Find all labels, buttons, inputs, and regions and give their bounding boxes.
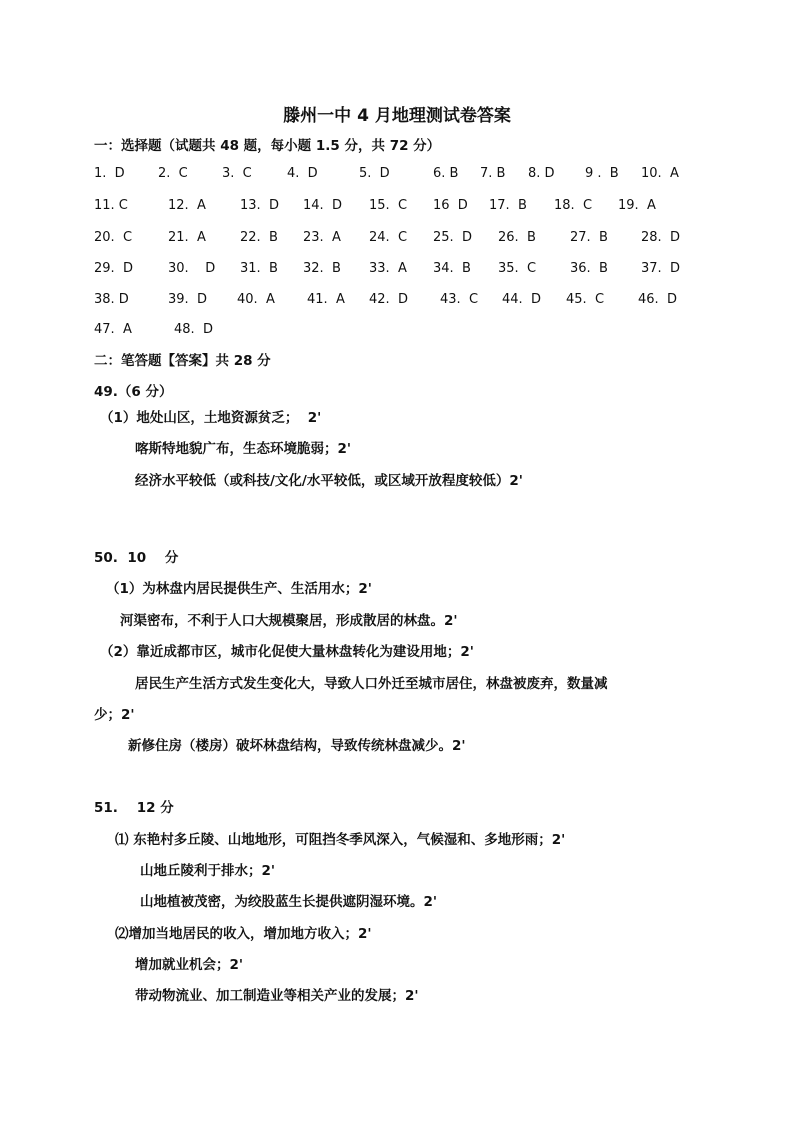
mcq-answer: 41. A: [307, 292, 345, 307]
mcq-answer: 4. D: [287, 166, 318, 181]
answer-line: 带动物流业、加工制造业等相关产业的发展；2': [135, 988, 419, 1004]
mcq-answer: 38. D: [94, 292, 129, 307]
mcq-answer: 15. C: [369, 198, 408, 213]
mcq-answer: 36. B: [570, 261, 608, 276]
q50-heading: 50. 10 分: [94, 550, 179, 566]
mcq-answer: 33. A: [369, 261, 407, 276]
mcq-answer: 39. D: [168, 292, 207, 307]
mcq-answer: 16 D: [433, 198, 468, 213]
mcq-answer: 30. D: [168, 261, 216, 276]
mcq-answer: 2. C: [158, 166, 188, 181]
mcq-answer: 23. A: [303, 230, 341, 245]
q49-heading: 49.（6 分）: [94, 384, 173, 400]
mcq-answer: 7. B: [480, 166, 506, 181]
mcq-answer: 12. A: [168, 198, 206, 213]
mcq-answer: 29. D: [94, 261, 133, 276]
mcq-answer: 25. D: [433, 230, 472, 245]
answer-line: 增加就业机会；2': [135, 957, 244, 973]
mcq-answer: 10. A: [641, 166, 679, 181]
mcq-answer: 6. B: [433, 166, 459, 181]
mcq-answer: 45. C: [566, 292, 605, 307]
mcq-answer: 8. D: [528, 166, 555, 181]
mcq-answer: 27. B: [570, 230, 608, 245]
answer-line: ⑵增加当地居民的收入，增加地方收入；2': [115, 926, 372, 942]
mcq-answer: 18. C: [554, 198, 593, 213]
mcq-answer: 44. D: [502, 292, 541, 307]
answer-line: 山地植被茂密，为绞股蓝生长提供遮阴湿环境。2': [140, 894, 438, 910]
mcq-answer: 46. D: [638, 292, 677, 307]
answer-line: 喀斯特地貌广布，生态环境脆弱；2': [135, 441, 352, 457]
mcq-answer: 20. C: [94, 230, 133, 245]
mcq-answer: 42. D: [369, 292, 408, 307]
mcq-answer: 11. C: [94, 198, 128, 213]
mcq-answer: 24. C: [369, 230, 408, 245]
answer-line: 经济水平较低（或科技/文化/水平较低，或区域开放程度较低）2': [135, 473, 523, 489]
mcq-answer: 48. D: [174, 322, 213, 337]
mcq-answer: 34. B: [433, 261, 471, 276]
answer-line: 新修住房（楼房）破坏林盘结构，导致传统林盘减少。2': [128, 738, 466, 754]
answer-line: 居民生产生活方式发生变化大，导致人口外迁至城市居住，林盘被废弃，数量减: [135, 676, 608, 692]
mcq-answer: 14. D: [303, 198, 342, 213]
mcq-answer: 13. D: [240, 198, 279, 213]
mcq-answer: 47. A: [94, 322, 132, 337]
answer-line: 少；2': [94, 707, 135, 723]
answer-line: ⑴ 东艳村多丘陵、山地地形，可阻挡冬季风深入，气候湿和、多地形雨；2': [115, 832, 566, 848]
answer-line: （1）地处山区，土地资源贫乏； 2': [100, 410, 322, 426]
mcq-answer: 37. D: [641, 261, 680, 276]
answer-line: 河渠密布，不利于人口大规模聚居，形成散居的林盘。2': [120, 613, 458, 629]
mcq-answer: 9 . B: [585, 166, 619, 181]
mcq-answer: 40. A: [237, 292, 275, 307]
answer-line: 山地丘陵利于排水；2': [140, 863, 276, 879]
mcq-answer: 21. A: [168, 230, 206, 245]
mcq-answer: 22. B: [240, 230, 278, 245]
document-title: 滕州一中 4 月地理测试卷答案: [283, 106, 511, 126]
mcq-answer: 31. B: [240, 261, 278, 276]
mcq-answer: 5. D: [359, 166, 390, 181]
answer-line: （1）为林盘内居民提供生产、生活用水；2': [106, 581, 372, 597]
q51-heading: 51. 12 分: [94, 800, 174, 816]
mcq-answer: 1. D: [94, 166, 125, 181]
mcq-answer: 3. C: [222, 166, 252, 181]
answer-line: （2）靠近成都市区，城市化促使大量林盘转化为建设用地；2': [100, 644, 474, 660]
mcq-answer: 35. C: [498, 261, 537, 276]
section2-heading: 二：笔答题【答案】共 28 分: [94, 353, 271, 369]
mcq-answer: 17. B: [489, 198, 527, 213]
mcq-answer: 26. B: [498, 230, 536, 245]
mcq-answer: 19. A: [618, 198, 656, 213]
mcq-answer: 28. D: [641, 230, 680, 245]
mcq-answer: 43. C: [440, 292, 479, 307]
section1-heading: 一：选择题（试题共 48 题，每小题 1.5 分，共 72 分）: [94, 138, 441, 154]
mcq-answer: 32. B: [303, 261, 341, 276]
